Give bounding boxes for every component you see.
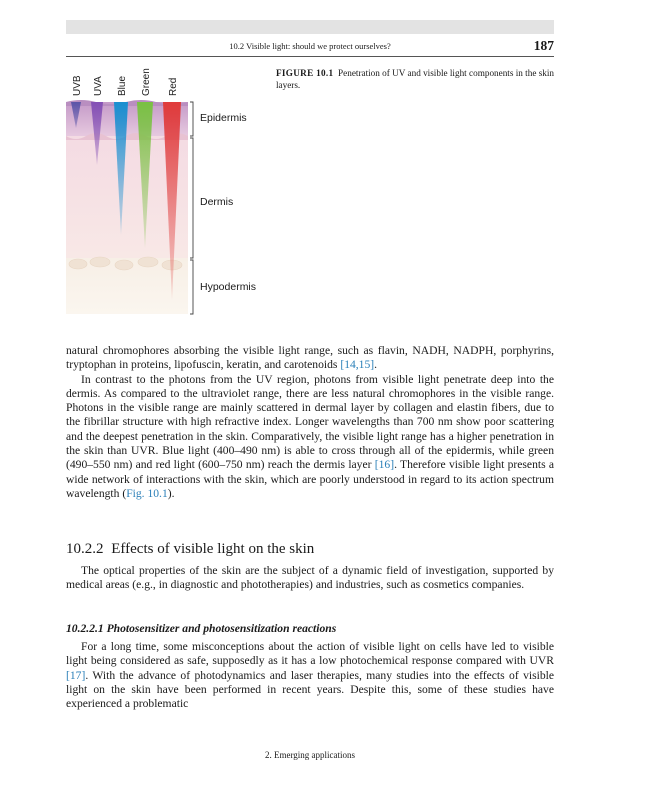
citation-17[interactable]: [17] [66, 668, 86, 682]
paragraph-1-text: natural chromophores absorbing the visible light range, such as flavin, NADH, NADPH, porphyrins, tryptophan in proteins, lipofuscin, keratin, and carotenoids [66, 344, 554, 372]
epidermis-bracket [190, 102, 193, 136]
subsection-body [66, 640, 554, 711]
paragraph-2 [66, 373, 554, 502]
uvb-label: UVB [72, 75, 83, 96]
uva-label: UVA [93, 76, 104, 96]
section-heading [66, 541, 554, 558]
subsection-heading: 10.2.2.1 Photosensitizer and photosensitization reactions [66, 622, 337, 635]
section-paragraph: The optical properties of the skin are the subject of a dynamic field of investigation, supported by medical areas (e.g., in diagnostic and phototherapies) and industries, such as cosmetics companies. [66, 564, 554, 592]
section-title: Effects of visible light on the skin [111, 541, 315, 557]
body-paragraphs [66, 344, 554, 501]
green-label: Green [141, 68, 152, 96]
figure-caption [276, 68, 554, 91]
paragraph-2-text-cont: . Therefore visible light presents a wide network of interactions with the skin, which are poorly understood in regard to its action spectrum wavelength ( [66, 458, 554, 500]
header-rule [66, 56, 554, 57]
hypodermis-label: Hypodermis [200, 281, 257, 293]
figure-caption-text: Penetration of UV and visible light components in the skin layers. [276, 68, 555, 90]
citation-16[interactable]: [16] [374, 458, 395, 472]
red-label: Red [168, 77, 179, 96]
running-title: 10.2 Visible light: should we protect ourselves? [229, 41, 391, 51]
running-head [66, 38, 554, 58]
section-body [66, 564, 554, 593]
subsection-text-cont: . With the advance of photodynamics and laser therapies, many studies into the effects of visible light on the skin have been performed in recent years. Despite this, some of these studies have experienced a problematic [66, 668, 554, 711]
page-number: 187 [533, 38, 554, 53]
paragraph-2-text: In contrast to the photons from the UV region, photons from visible light penetrate deep into the dermis. As compared to the ultraviolet range, there are less natural chromophores in the visible range. Photons in the visible range are mainly scattered in dermal layer by collagen and elastin fibers, due to the fibrillar structure with high refractive index. Longer wavelengths than 700 nm show poor scattering and the deepest penetration in the skin. Comparatively, the visible light range has a higher penetration in the skin than UVR. Blue light (400–490 nm) is able to cross through all of the epidermis, while green (490–550 nm) and red light (600–750 nm) reach the dermis layer [66, 372, 554, 472]
figure-skin-penetration [66, 60, 257, 320]
paragraph-1 [66, 344, 554, 373]
figure-caption-label: FIGURE 10.1 [276, 68, 334, 78]
subsection-text: For a long time, some misconceptions about the action of visible light on cells have led to visible light being considered as safe, supposedly as it has a low photochemical response compared with UVR [66, 640, 554, 668]
blue-label: Blue [117, 75, 128, 96]
dermis-bracket [190, 138, 193, 258]
figure-10-1-link[interactable]: Fig. 10.1 [126, 486, 168, 500]
section-number: 10.2.2 [66, 541, 104, 557]
paragraph-1-end: . [374, 358, 378, 372]
dermis-label: Dermis [200, 196, 234, 208]
epidermis-label: Epidermis [200, 112, 247, 124]
page-top-bar [66, 20, 554, 34]
subsection-paragraph [66, 640, 554, 711]
hypodermis-bracket [190, 260, 193, 314]
skin-layers-diagram [66, 60, 206, 320]
citation-14-15[interactable]: [14,15] [340, 358, 375, 372]
paragraph-2-end: ). [167, 486, 175, 500]
page-footer: 2. Emerging applications [264, 750, 356, 760]
